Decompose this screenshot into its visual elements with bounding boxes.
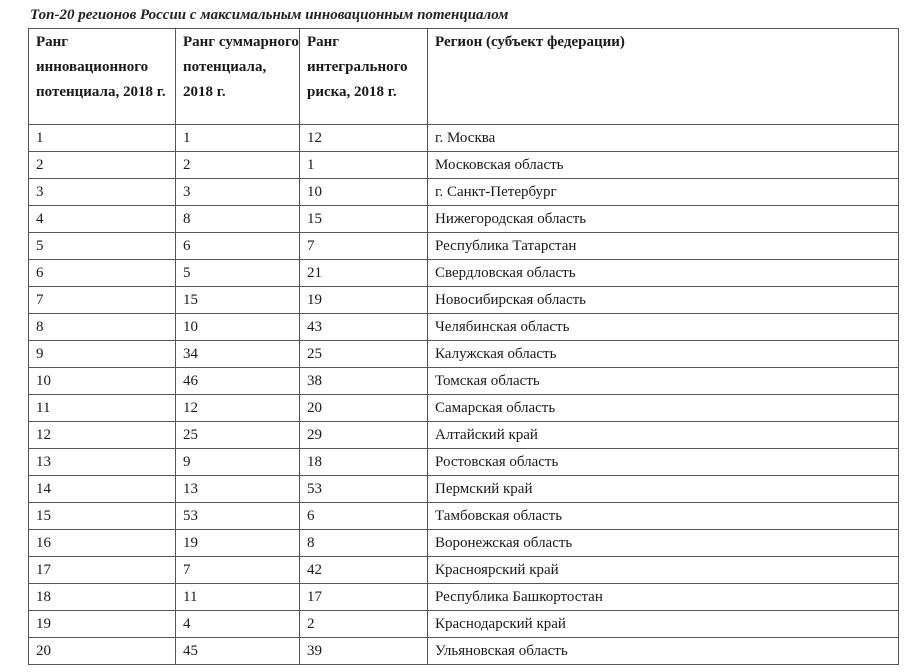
- header-row: [29, 29, 899, 125]
- table-row: [29, 611, 899, 638]
- cell-total-potential-rank: 9: [176, 449, 300, 476]
- table-row: [29, 638, 899, 665]
- table-row: [29, 233, 899, 260]
- cell-total-potential-rank: 5: [176, 260, 300, 287]
- header-region: Регион (субъект федерации): [428, 29, 899, 125]
- cell-total-potential-rank: 1: [176, 125, 300, 152]
- cell-integral-risk-rank: 39: [300, 638, 428, 665]
- table-row: [29, 584, 899, 611]
- cell-region: Воронежская область: [428, 530, 899, 557]
- table-row: [29, 179, 899, 206]
- cell-total-potential-rank: 19: [176, 530, 300, 557]
- cell-innovation-rank: 17: [29, 557, 176, 584]
- cell-region: Красноярский край: [428, 557, 899, 584]
- cell-innovation-rank: 20: [29, 638, 176, 665]
- cell-total-potential-rank: 53: [176, 503, 300, 530]
- cell-integral-risk-rank: 17: [300, 584, 428, 611]
- cell-innovation-rank: 18: [29, 584, 176, 611]
- cell-region: Самарская область: [428, 395, 899, 422]
- table-caption: Топ-20 регионов России с максимальным инновационным потенциалом: [30, 7, 509, 23]
- table-header: [29, 29, 899, 125]
- cell-integral-risk-rank: 42: [300, 557, 428, 584]
- cell-region: г. Москва: [428, 125, 899, 152]
- cell-innovation-rank: 6: [29, 260, 176, 287]
- cell-innovation-rank: 16: [29, 530, 176, 557]
- cell-region: Московская область: [428, 152, 899, 179]
- table-row: [29, 530, 899, 557]
- cell-region: Тамбовская область: [428, 503, 899, 530]
- cell-region: Ростовская область: [428, 449, 899, 476]
- cell-total-potential-rank: 45: [176, 638, 300, 665]
- cell-integral-risk-rank: 18: [300, 449, 428, 476]
- table-row: [29, 287, 899, 314]
- cell-integral-risk-rank: 8: [300, 530, 428, 557]
- cell-integral-risk-rank: 12: [300, 125, 428, 152]
- table-row: [29, 395, 899, 422]
- cell-innovation-rank: 10: [29, 368, 176, 395]
- cell-innovation-rank: 3: [29, 179, 176, 206]
- cell-region: Республика Башкортостан: [428, 584, 899, 611]
- cell-region: Томская область: [428, 368, 899, 395]
- cell-integral-risk-rank: 1: [300, 152, 428, 179]
- cell-region: Нижегородская область: [428, 206, 899, 233]
- cell-total-potential-rank: 3: [176, 179, 300, 206]
- table-row: [29, 206, 899, 233]
- cell-innovation-rank: 7: [29, 287, 176, 314]
- table-body: [29, 125, 899, 665]
- cell-region: Пермский край: [428, 476, 899, 503]
- cell-total-potential-rank: 13: [176, 476, 300, 503]
- cell-total-potential-rank: 34: [176, 341, 300, 368]
- table-row: [29, 341, 899, 368]
- table-row: [29, 503, 899, 530]
- cell-integral-risk-rank: 2: [300, 611, 428, 638]
- cell-region: Свердловская область: [428, 260, 899, 287]
- cell-total-potential-rank: 25: [176, 422, 300, 449]
- cell-region: Республика Татарстан: [428, 233, 899, 260]
- cell-innovation-rank: 13: [29, 449, 176, 476]
- cell-integral-risk-rank: 10: [300, 179, 428, 206]
- cell-integral-risk-rank: 15: [300, 206, 428, 233]
- cell-innovation-rank: 11: [29, 395, 176, 422]
- cell-region: Калужская область: [428, 341, 899, 368]
- table-row: [29, 260, 899, 287]
- table-row: [29, 152, 899, 179]
- table-row: [29, 449, 899, 476]
- cell-integral-risk-rank: 7: [300, 233, 428, 260]
- table-row: [29, 422, 899, 449]
- header-integral-risk-rank: Ранг интегрального риска, 2018 г.: [300, 29, 428, 125]
- cell-innovation-rank: 5: [29, 233, 176, 260]
- table-row: [29, 476, 899, 503]
- cell-innovation-rank: 15: [29, 503, 176, 530]
- cell-total-potential-rank: 10: [176, 314, 300, 341]
- cell-region: Новосибирская область: [428, 287, 899, 314]
- table-row: [29, 557, 899, 584]
- cell-innovation-rank: 2: [29, 152, 176, 179]
- cell-innovation-rank: 4: [29, 206, 176, 233]
- cell-innovation-rank: 14: [29, 476, 176, 503]
- cell-region: Алтайский край: [428, 422, 899, 449]
- cell-total-potential-rank: 11: [176, 584, 300, 611]
- cell-region: Ульяновская область: [428, 638, 899, 665]
- regions-table: [28, 28, 899, 665]
- cell-region: Челябинская область: [428, 314, 899, 341]
- header-innovation-rank: Ранг инновационного потенциала, 2018 г.: [29, 29, 176, 125]
- cell-total-potential-rank: 46: [176, 368, 300, 395]
- cell-integral-risk-rank: 19: [300, 287, 428, 314]
- table-row: [29, 368, 899, 395]
- cell-integral-risk-rank: 43: [300, 314, 428, 341]
- table-row: [29, 125, 899, 152]
- cell-innovation-rank: 12: [29, 422, 176, 449]
- cell-integral-risk-rank: 21: [300, 260, 428, 287]
- cell-integral-risk-rank: 29: [300, 422, 428, 449]
- cell-total-potential-rank: 2: [176, 152, 300, 179]
- cell-innovation-rank: 8: [29, 314, 176, 341]
- cell-region: Краснодарский край: [428, 611, 899, 638]
- cell-innovation-rank: 19: [29, 611, 176, 638]
- header-total-potential-rank: Ранг суммарного потенциала, 2018 г.: [176, 29, 300, 125]
- cell-integral-risk-rank: 53: [300, 476, 428, 503]
- table-row: [29, 314, 899, 341]
- cell-integral-risk-rank: 25: [300, 341, 428, 368]
- cell-total-potential-rank: 6: [176, 233, 300, 260]
- cell-total-potential-rank: 12: [176, 395, 300, 422]
- cell-integral-risk-rank: 6: [300, 503, 428, 530]
- cell-innovation-rank: 9: [29, 341, 176, 368]
- cell-region: г. Санкт-Петербург: [428, 179, 899, 206]
- cell-integral-risk-rank: 20: [300, 395, 428, 422]
- cell-total-potential-rank: 8: [176, 206, 300, 233]
- cell-total-potential-rank: 15: [176, 287, 300, 314]
- cell-total-potential-rank: 4: [176, 611, 300, 638]
- cell-innovation-rank: 1: [29, 125, 176, 152]
- cell-total-potential-rank: 7: [176, 557, 300, 584]
- cell-integral-risk-rank: 38: [300, 368, 428, 395]
